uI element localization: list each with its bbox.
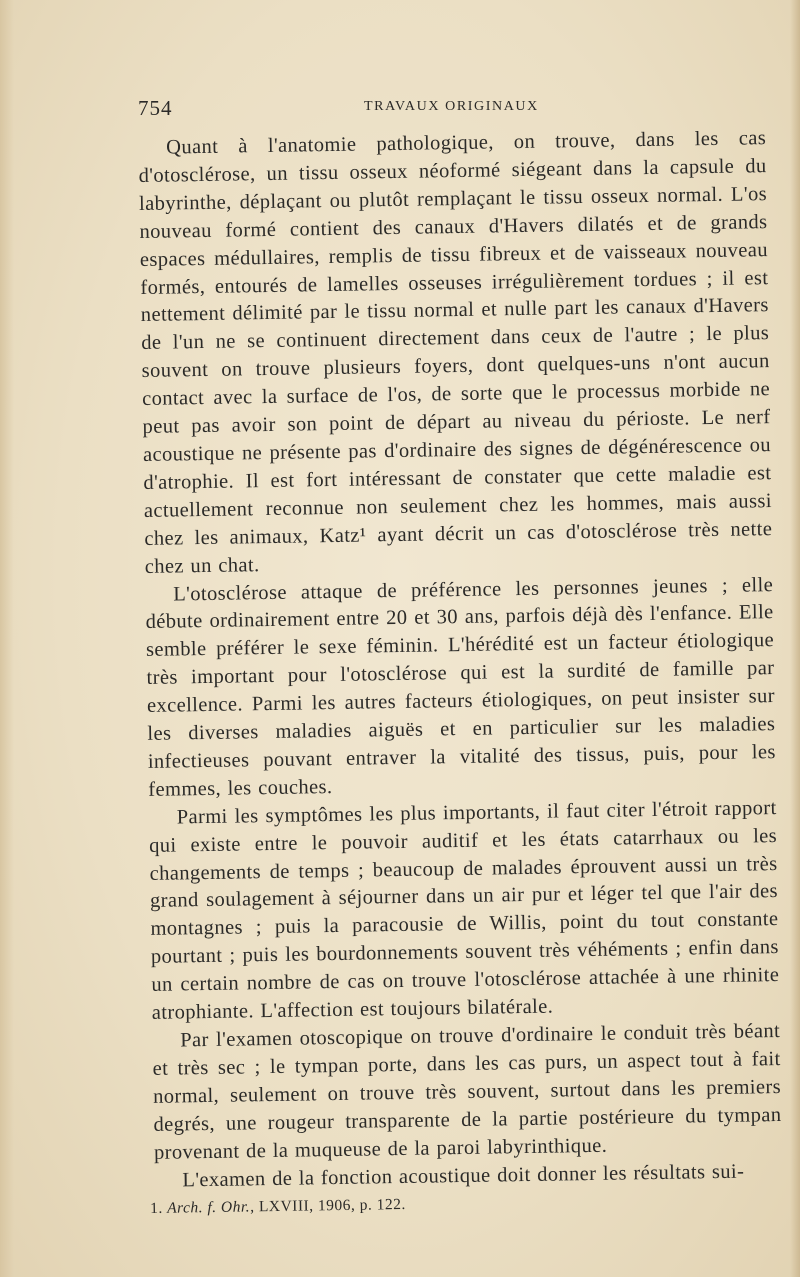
page-number: 754	[138, 96, 173, 120]
paragraph-acoustic-exam: L'examen de la fonction acoustique doit donner les résultats sui-	[182, 1160, 745, 1191]
footnote-details: , LXVIII, 1906, p. 122.	[249, 1195, 406, 1216]
footnote	[150, 1196, 406, 1218]
paragraph-otoscopy: Par l'examen otoscopique on trouve d'ordinaire le conduit très béant et très sec ; le tympan porte, dans les cas purs, un aspect tout à fait normal, seulement on trouve très souvent, surtout dans les premiers degrés, une rougeur transparente de la partie postérieure du tympan provenant de la muqueuse de la paroi labyrinthique.	[152, 1020, 782, 1164]
body-text	[138, 125, 783, 1195]
footnote-source: Arch. f. Ohr.	[166, 1198, 251, 1217]
running-head	[138, 96, 766, 126]
running-title: TRAVAUX ORIGINAUX	[364, 99, 539, 114]
footnote-number: 1.	[150, 1199, 163, 1217]
paragraph-symptoms: Parmi les symptômes les plus importants, il faut citer l'étroit rapport qui existe entre le pouvoir auditif et les états catarrhaux ou les changements de temps ; beaucoup de malades éprouvent aussi un très grand soulagement à séjourner dans un air pur et léger tel que l'air des montagnes ; puis la paracousie de Willis, point du tout constante pourtant ; puis les bourdonnements souvent très véhéments ; enfin dans un certain nombre de cas on trouve l'otosclérose attachée à une rhinite atrophiante. L'affection est toujours bilatérale.	[148, 796, 780, 1024]
paragraph-etiology: L'otosclérose attaque de préférence les personnes jeunes ; elle débute ordinairement entre 20 et 30 ans, parfois déjà dès l'enfance. Elle semble préférer le sexe féminin. L'hérédité est un facteur étiologique très important pour l'otosclérose qui est la surdité de famille par excellence. Parmi les autres facteurs étiologiques, on peut insister sur les diverses maladies aiguës et en particulier sur les maladies infectieuses pouvant entraver la vitalité des tissus, puis, pour les femmes, les couches.	[145, 573, 776, 801]
paragraph-pathology: Quant à l'anatomie pathologique, on trouve, dans les cas d'otosclérose, un tissu osseux néoformé siégeant dans la capsule du labyrinthe, déplaçant ou plutôt remplaçant le tissu osseux normal. L'os nouveau formé contient des canaux d'Havers dilatés et de grands espaces médullaires, remplis de tissu fibreux et de vaisseaux nouveau formés, entourés de lamelles osseuses irrégulièrement tordues ; il est nettement délimité par le tissu normal et nulle part les canaux d'Havers de l'un ne se continuent directement dans ceux de l'autre ; le plus souvent on trouve plusieurs foyers, dont quelques-uns n'ont aucun contact avec la surface de l'os, de sorte que le processus morbide ne peut pas avoir son point de départ au niveau du périoste. Le nerf acoustique ne présente pas d'ordinaire des signes de dégénérescence ou d'atrophie. Il est fort intéressant de constater que cette maladie est actuellement reconnue non seulement chez les hommes, mais aussi chez les animaux, Katz¹ ayant décrit un cas d'otosclérose très nette chez un chat.	[138, 127, 773, 578]
